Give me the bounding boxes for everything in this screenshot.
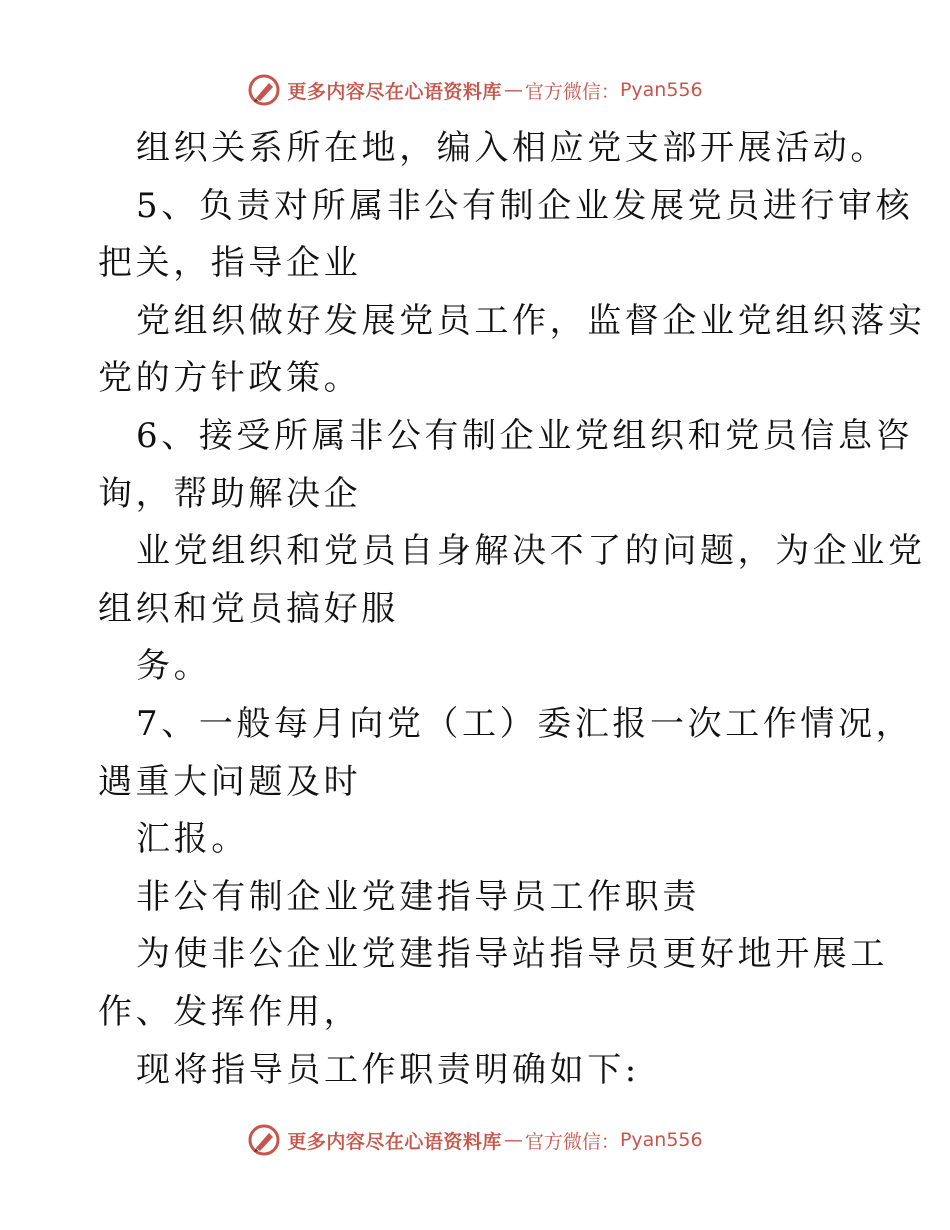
pen-logo-icon bbox=[247, 1123, 281, 1157]
text-line: 组织关系所在地，编入相应党支部开展活动。 bbox=[136, 128, 888, 168]
watermark-wechat-id: Pyan556 bbox=[619, 79, 703, 101]
text-line: 7、一般每月向党（工）委汇报一次工作情况， bbox=[136, 703, 914, 744]
watermark-main-text: 更多内容尽在心语资料库 bbox=[287, 80, 502, 103]
watermark-label: 官方微信： bbox=[524, 80, 620, 103]
watermark-separator: — bbox=[503, 1129, 523, 1151]
footer-watermark bbox=[0, 1120, 950, 1160]
document-body bbox=[98, 120, 926, 1099]
text-line: 组织和党员搞好服 bbox=[98, 588, 399, 629]
text-line: 为使非公企业党建指导站指导员更好地开展工 bbox=[136, 934, 888, 975]
text-line: 询，帮助解决企 bbox=[98, 473, 362, 514]
text-line: 务。 bbox=[136, 646, 212, 687]
watermark-main-text: 更多内容尽在心语资料库 bbox=[287, 1130, 502, 1153]
text-line: 汇报。 bbox=[136, 819, 249, 860]
text-line: 把关，指导企业 bbox=[98, 243, 362, 284]
text-line: 业党组织和党员自身解决不了的问题，为企业党 bbox=[136, 531, 926, 572]
text-line: 党组织做好发展党员工作，监督企业党组织落实 bbox=[136, 300, 926, 341]
section-heading: 非公有制企业党建指导员工作职责 bbox=[136, 876, 700, 917]
pen-logo-icon bbox=[247, 73, 281, 107]
text-line: 现将指导员工作职责明确如下: bbox=[136, 1049, 640, 1090]
text-line: 作、发挥作用， bbox=[98, 991, 362, 1032]
watermark-separator: — bbox=[503, 79, 523, 101]
watermark-wechat-id: Pyan556 bbox=[619, 1129, 703, 1151]
header-watermark bbox=[0, 70, 950, 110]
text-line: 5、负责对所属非公有制企业发展党员进行审核 bbox=[136, 185, 914, 226]
watermark-label: 官方微信： bbox=[524, 1130, 620, 1153]
text-line: 6、接受所属非公有制企业党组织和党员信息咨 bbox=[136, 415, 914, 456]
text-line: 遇重大问题及时 bbox=[98, 761, 362, 802]
text-line: 党的方针政策。 bbox=[98, 358, 362, 399]
